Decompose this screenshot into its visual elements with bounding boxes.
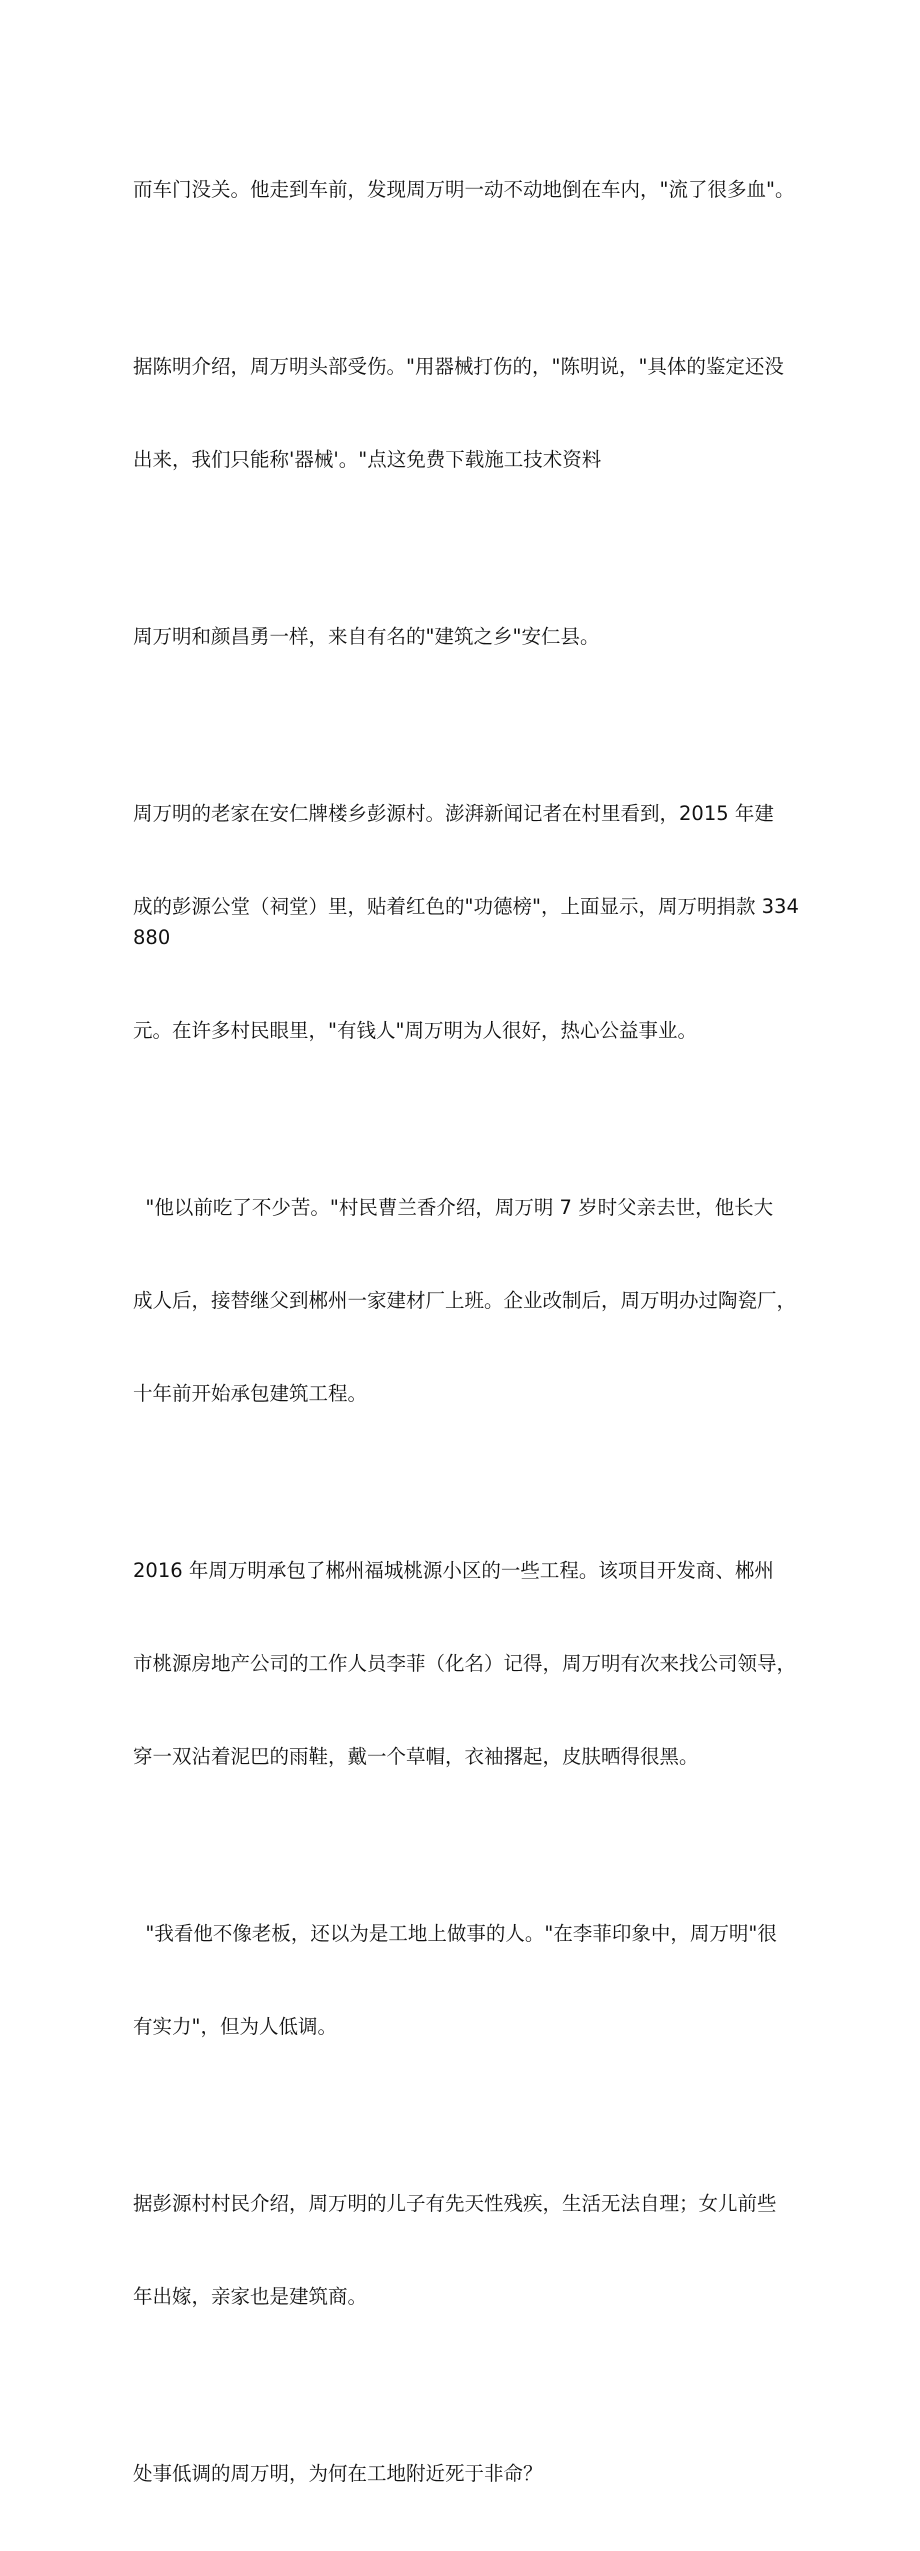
- text-line: 成人后，接替继父到郴州一家建材厂上班。企业改制后，周万明办过陶瓷厂，: [133, 1289, 797, 1312]
- paragraph-7: [133, 1856, 808, 2104]
- text-line: 穿一双沾着泥巴的雨鞋，戴一个草帽，衣袖撂起，皮肤晒得很黑。: [133, 1745, 699, 1768]
- paragraph-3: [133, 559, 808, 714]
- text-line: 据陈明介绍，周万明头部受伤。"用器械打伤的，"陈明说，"具体的鉴定还没: [133, 355, 784, 378]
- paragraph-9: [133, 2396, 808, 2551]
- text-line: 元。在许多村民眼里，"有钱人"周万明为人很好，热心公益事业。: [133, 1019, 697, 1042]
- text-line: 周万明的老家在安仁牌楼乡彭源村。澎湃新闻记者在村里看到，2015 年建: [133, 802, 774, 825]
- paragraph-5: [133, 1130, 808, 1471]
- text-line: 年出嫁，亲家也是建筑商。: [133, 2285, 368, 2308]
- paragraph-4: [133, 736, 808, 1108]
- text-line: 据彭源村村民介绍，周万明的儿子有先天性残疾，生活无法自理；女儿前些: [133, 2192, 777, 2215]
- text-line: 市桃源房地产公司的工作人员李菲（化名）记得，周万明有次来找公司领导，: [133, 1652, 797, 1675]
- text-line: 周万明和颜昌勇一样，来自有名的"建筑之乡"安仁县。: [133, 625, 600, 648]
- text-line: 2016 年周万明承包了郴州福城桃源小区的一些工程。该项目开发商、郴州: [133, 1559, 774, 1582]
- text-line: 十年前开始承包建筑工程。: [133, 1382, 368, 1405]
- text-line: 成的彭源公堂（祠堂）里，贴着红色的"功德榜"，上面显示，周万明捐款 334880: [133, 895, 799, 949]
- paragraph-1: [133, 112, 808, 267]
- text-line: 出来，我们只能称'器械'。"点这免费下载施工技术资料: [133, 448, 602, 471]
- text-line: 处事低调的周万明，为何在工地附近死于非命？: [133, 2462, 543, 2485]
- text-line: 有实力"，但为人低调。: [133, 2015, 337, 2038]
- text-line: "他以前吃了不少苦。"村民曹兰香介绍，周万明 7 岁时父亲去世，他长大: [133, 1196, 774, 1219]
- paragraph-6: [133, 1493, 808, 1834]
- text-line: "我看他不像老板，还以为是工地上做事的人。"在李菲印象中，周万明"很: [133, 1922, 777, 1945]
- paragraph-2: [133, 289, 808, 537]
- text-line: 而车门没关。他走到车前，发现周万明一动不动地倒在车内，"流了很多血"。: [133, 178, 795, 201]
- paragraph-8: [133, 2126, 808, 2374]
